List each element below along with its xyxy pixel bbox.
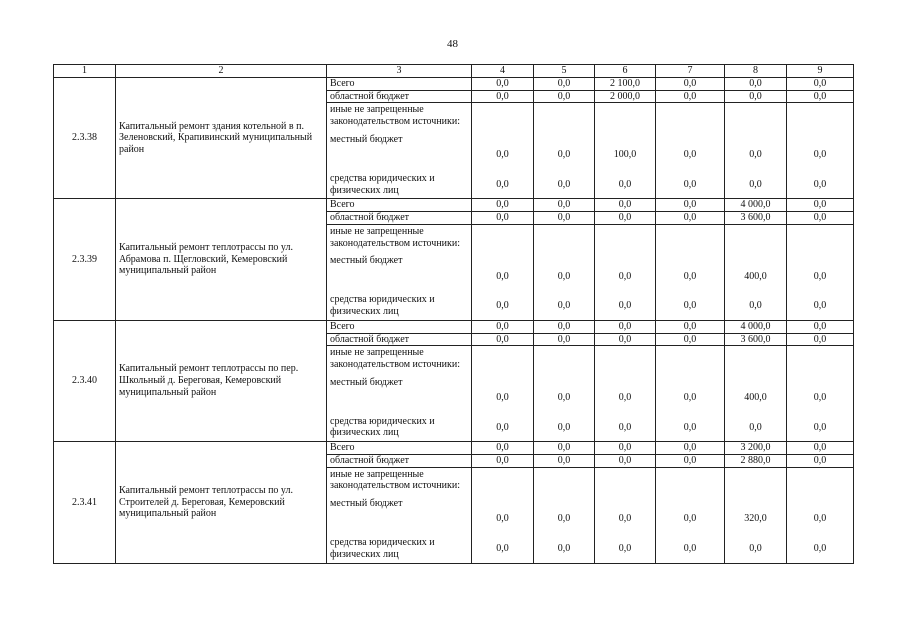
- value-cell: 0,0: [656, 212, 725, 225]
- value-cell: 0,0: [787, 320, 854, 333]
- value-cell: 0,0: [472, 467, 534, 535]
- value-cell: 0,0: [787, 103, 854, 171]
- value-cell: 0,0: [787, 224, 854, 292]
- other-sources-label: иные не запрещенные законодательством источники:: [330, 347, 461, 370]
- value-cell: 0,0: [725, 535, 787, 563]
- value-cell: 0,0: [534, 320, 595, 333]
- value-cell: 0,0: [656, 442, 725, 455]
- value-cell: 400,0: [725, 224, 787, 292]
- source-regional-label: областной бюджет: [327, 454, 472, 467]
- value-cell: 0,0: [725, 78, 787, 91]
- value-cell: 0,0: [725, 292, 787, 320]
- value-cell: 0,0: [534, 212, 595, 225]
- value-cell: 0,0: [595, 414, 656, 442]
- value-cell: 0,0: [595, 320, 656, 333]
- value-cell: 0,0: [656, 103, 725, 171]
- value-cell: 0,0: [656, 414, 725, 442]
- value-cell: 0,0: [534, 199, 595, 212]
- group-total-row: [54, 442, 854, 455]
- value-cell: 0,0: [787, 333, 854, 346]
- value-cell: 0,0: [656, 78, 725, 91]
- item-name: Капитальный ремонт теплотрассы по пер. Школьный д. Береговая, Кемеровский муниципальный район: [116, 320, 327, 441]
- value-cell: 0,0: [656, 292, 725, 320]
- value-cell: 2 880,0: [725, 454, 787, 467]
- value-cell: 0,0: [787, 292, 854, 320]
- value-cell: 0,0: [472, 454, 534, 467]
- source-legal-label: средства юридических и физических лиц: [327, 414, 472, 442]
- value-cell: 0,0: [595, 333, 656, 346]
- value-cell: 0,0: [656, 346, 725, 414]
- page-number: 48: [447, 38, 458, 50]
- header-cell: 4: [472, 65, 534, 78]
- value-cell: 0,0: [787, 535, 854, 563]
- value-cell: 0,0: [534, 467, 595, 535]
- item-code: 2.3.41: [54, 442, 116, 563]
- header-cell: 2: [116, 65, 327, 78]
- header-cell: 9: [787, 65, 854, 78]
- value-cell: 0,0: [534, 442, 595, 455]
- other-sources-label: иные не запрещенные законодательством источники:: [330, 225, 461, 249]
- value-cell: 0,0: [472, 199, 534, 212]
- value-cell: 0,0: [656, 224, 725, 292]
- value-cell: 0,0: [787, 467, 854, 535]
- value-cell: 0,0: [656, 333, 725, 346]
- value-cell: 0,0: [656, 171, 725, 199]
- value-cell: 0,0: [787, 90, 854, 103]
- source-legal-label: средства юридических и физических лиц: [327, 292, 472, 320]
- group-total-row: [54, 320, 854, 333]
- item-code: 2.3.40: [54, 320, 116, 441]
- local-budget-label: местный бюджет: [330, 255, 403, 267]
- source-total-label: Всего: [327, 320, 472, 333]
- value-cell: 0,0: [725, 103, 787, 171]
- value-cell: 2 100,0: [595, 78, 656, 91]
- header-row: [54, 65, 854, 78]
- item-name: Капитальный ремонт теплотрассы по ул. Абрамова п. Щегловский, Кемеровский муниципальный район: [116, 199, 327, 320]
- value-cell: 0,0: [656, 454, 725, 467]
- value-cell: 0,0: [534, 90, 595, 103]
- value-cell: 0,0: [534, 535, 595, 563]
- local-budget-label: местный бюджет: [330, 133, 403, 145]
- value-cell: 320,0: [725, 467, 787, 535]
- other-sources-label: иные не запрещенные законодательством источники:: [330, 468, 461, 492]
- value-cell: 0,0: [472, 224, 534, 292]
- value-cell: 0,0: [595, 467, 656, 535]
- source-total-label: Всего: [327, 199, 472, 212]
- value-cell: 4 000,0: [725, 199, 787, 212]
- value-cell: 0,0: [656, 535, 725, 563]
- source-legal-label: средства юридических и физических лиц: [327, 171, 472, 199]
- value-cell: 0,0: [656, 199, 725, 212]
- value-cell: 400,0: [725, 346, 787, 414]
- value-cell: 0,0: [595, 212, 656, 225]
- source-total-label: Всего: [327, 442, 472, 455]
- value-cell: 0,0: [595, 454, 656, 467]
- source-local-cell: [327, 467, 472, 535]
- value-cell: 0,0: [472, 171, 534, 199]
- value-cell: 0,0: [595, 171, 656, 199]
- value-cell: 0,0: [787, 442, 854, 455]
- header-cell: 7: [656, 65, 725, 78]
- item-code: 2.3.38: [54, 78, 116, 199]
- value-cell: 0,0: [472, 535, 534, 563]
- value-cell: 0,0: [534, 171, 595, 199]
- value-cell: 0,0: [595, 442, 656, 455]
- value-cell: 0,0: [725, 171, 787, 199]
- value-cell: 4 000,0: [725, 320, 787, 333]
- value-cell: 0,0: [595, 535, 656, 563]
- value-cell: 3 600,0: [725, 212, 787, 225]
- value-cell: 2 000,0: [595, 90, 656, 103]
- value-cell: 0,0: [656, 320, 725, 333]
- source-regional-label: областной бюджет: [327, 212, 472, 225]
- source-regional-label: областной бюджет: [327, 333, 472, 346]
- value-cell: 0,0: [725, 414, 787, 442]
- header-cell: 5: [534, 65, 595, 78]
- value-cell: 0,0: [472, 414, 534, 442]
- value-cell: 3 600,0: [725, 333, 787, 346]
- header-cell: 3: [327, 65, 472, 78]
- other-sources-label: иные не запрещенные законодательством источники:: [330, 104, 461, 128]
- source-regional-label: областной бюджет: [327, 90, 472, 103]
- value-cell: 0,0: [534, 292, 595, 320]
- header-cell: 1: [54, 65, 116, 78]
- value-cell: 0,0: [787, 414, 854, 442]
- value-cell: 0,0: [787, 171, 854, 199]
- value-cell: 3 200,0: [725, 442, 787, 455]
- budget-table: [53, 64, 854, 564]
- value-cell: 0,0: [787, 199, 854, 212]
- source-legal-label: средства юридических и физических лиц: [327, 535, 472, 563]
- value-cell: 0,0: [787, 212, 854, 225]
- value-cell: 0,0: [534, 333, 595, 346]
- value-cell: 0,0: [656, 90, 725, 103]
- value-cell: 0,0: [472, 90, 534, 103]
- value-cell: 0,0: [787, 454, 854, 467]
- value-cell: 0,0: [595, 224, 656, 292]
- value-cell: 0,0: [534, 224, 595, 292]
- value-cell: 0,0: [656, 467, 725, 535]
- item-name: Капитальный ремонт здания котельной в п. Зеленовский, Крапивинский муниципальный район: [116, 78, 327, 199]
- value-cell: 0,0: [534, 454, 595, 467]
- value-cell: 0,0: [472, 442, 534, 455]
- value-cell: 0,0: [472, 333, 534, 346]
- value-cell: 0,0: [534, 103, 595, 171]
- value-cell: 0,0: [787, 346, 854, 414]
- value-cell: 0,0: [472, 320, 534, 333]
- value-cell: 0,0: [787, 78, 854, 91]
- value-cell: 0,0: [472, 292, 534, 320]
- value-cell: 0,0: [725, 90, 787, 103]
- value-cell: 0,0: [472, 346, 534, 414]
- header-cell: 6: [595, 65, 656, 78]
- value-cell: 0,0: [534, 78, 595, 91]
- local-budget-label: местный бюджет: [330, 376, 403, 388]
- value-cell: 0,0: [595, 292, 656, 320]
- source-total-label: Всего: [327, 78, 472, 91]
- value-cell: 0,0: [595, 199, 656, 212]
- source-local-cell: [327, 346, 472, 414]
- group-total-row: [54, 78, 854, 91]
- value-cell: 0,0: [472, 212, 534, 225]
- group-total-row: [54, 199, 854, 212]
- item-code: 2.3.39: [54, 199, 116, 320]
- source-local-cell: [327, 103, 472, 171]
- value-cell: 100,0: [595, 103, 656, 171]
- value-cell: 0,0: [472, 103, 534, 171]
- value-cell: 0,0: [595, 346, 656, 414]
- item-name: Капитальный ремонт теплотрассы по ул. Строителей д. Береговая, Кемеровский муниципальный район: [116, 442, 327, 563]
- source-local-cell: [327, 224, 472, 292]
- local-budget-label: местный бюджет: [330, 498, 403, 510]
- value-cell: 0,0: [534, 346, 595, 414]
- value-cell: 0,0: [534, 414, 595, 442]
- value-cell: 0,0: [472, 78, 534, 91]
- header-cell: 8: [725, 65, 787, 78]
